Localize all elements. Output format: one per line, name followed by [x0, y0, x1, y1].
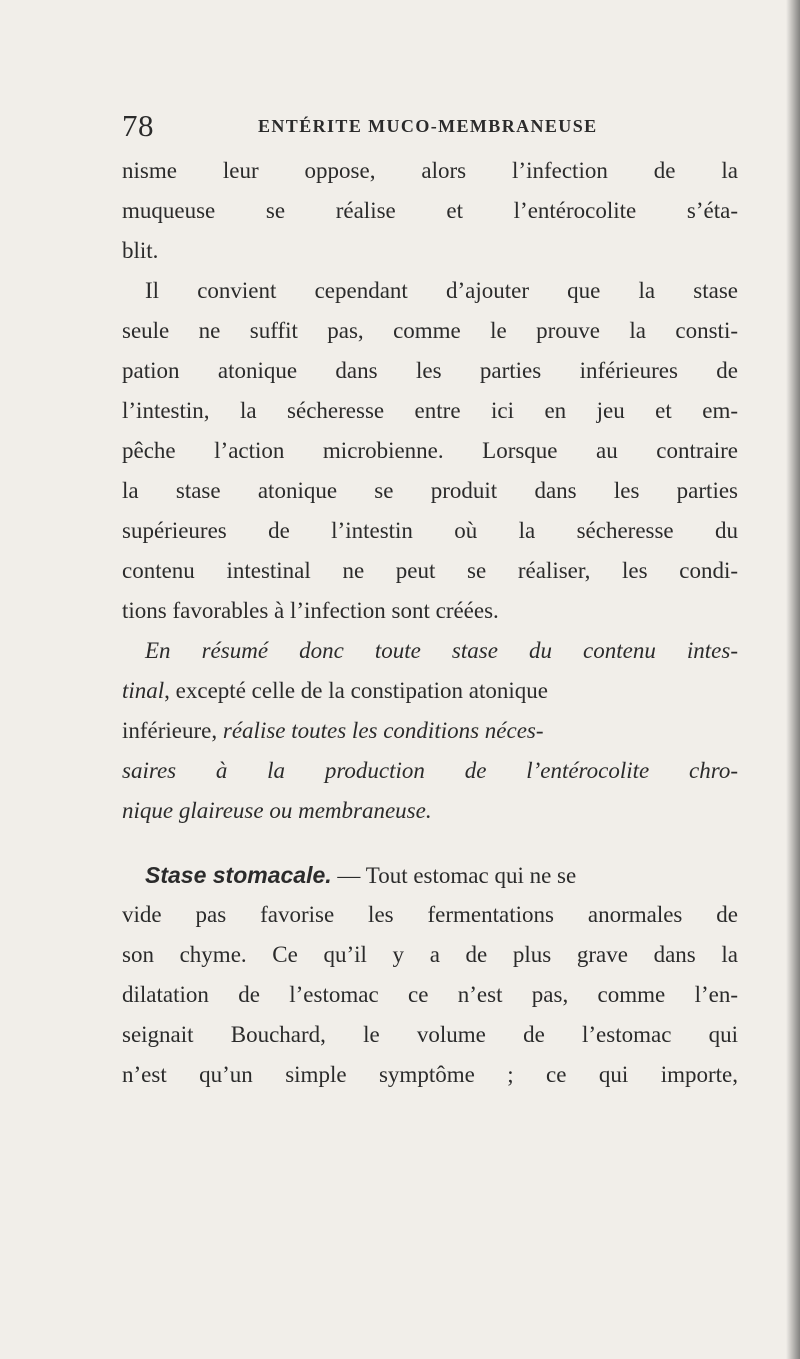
summary-line	[122, 671, 738, 711]
section-heading-line	[122, 855, 738, 895]
text-line: pêche l’action microbienne. Lorsque au contraire	[122, 438, 738, 463]
summary-italic-text: tinal	[122, 678, 165, 703]
text-line: muqueuse se réalise et l’entérocolite s’éta-	[122, 198, 738, 223]
text-line: vide pas favorise les fermentations anormales de	[122, 902, 738, 927]
page-edge-shadow	[786, 0, 800, 1359]
text-line: supérieures de l’intestin où la sécheresse du	[122, 518, 738, 543]
page-text	[122, 151, 738, 1095]
summary-plain-text: inférieure,	[122, 718, 223, 743]
text-line: dilatation de l’estomac ce n’est pas, comme l’en-	[122, 982, 738, 1007]
summary-plain-text: , excepté celle de la constipation atonique	[164, 678, 548, 703]
text-line: tions favorables à l’infection sont créées.	[122, 598, 499, 623]
paragraph-start-line: Il convient cependant d’ajouter que la stase	[145, 278, 738, 303]
text-line: seignait Bouchard, le volume de l’estomac qui	[122, 1022, 738, 1047]
text-line: seule ne suffit pas, comme le prouve la consti-	[122, 318, 738, 343]
text-line: contenu intestinal ne peut se réaliser, les condi-	[122, 558, 738, 583]
text-line: l’intestin, la sécheresse entre ici en jeu et em-	[122, 398, 738, 423]
summary-italic-text: réalise toutes les conditions néces-	[222, 718, 544, 743]
text-line: son chyme. Ce qu’il y a de plus grave dans la	[122, 942, 738, 967]
section-spacer	[122, 831, 738, 855]
summary-line: nique glaireuse ou membraneuse.	[122, 798, 432, 823]
text-line: nisme leur oppose, alors l’infection de la	[122, 158, 738, 183]
summary-line: saires à la production de l’entérocolite chro-	[122, 758, 738, 783]
running-title: ENTÉRITE MUCO-MEMBRANEUSE	[258, 116, 598, 136]
section-first-line-text: — Tout estomac qui ne se	[331, 863, 577, 888]
summary-line	[122, 711, 738, 751]
text-line: blit.	[122, 238, 159, 263]
page-number: 78	[122, 108, 154, 143]
summary-line: En résumé donc toute stase du contenu intes-	[145, 638, 738, 663]
text-line: la stase atonique se produit dans les parties	[122, 478, 738, 503]
page-header	[122, 108, 722, 148]
text-line: n’est qu’un simple symptôme ; ce qui importe,	[122, 1062, 738, 1087]
section-title: Stase stomacale.	[145, 862, 332, 888]
text-line: pation atonique dans les parties inférieures de	[122, 358, 738, 383]
